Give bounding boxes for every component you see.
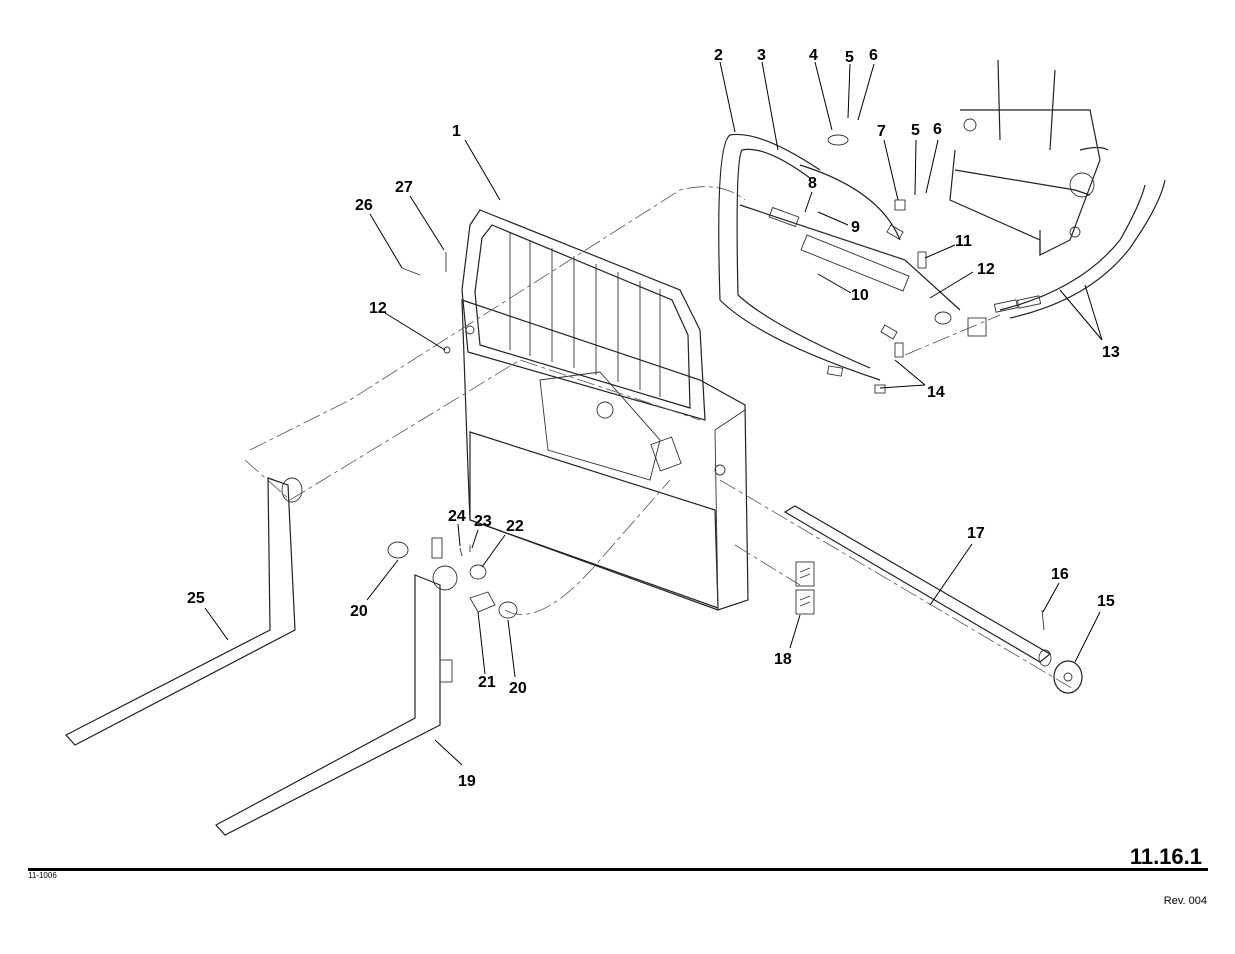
callout-26: 26	[355, 197, 373, 214]
callout-6a: 6	[869, 47, 878, 64]
callout-4: 4	[809, 47, 818, 64]
revision-label: Rev. 004	[1163, 895, 1207, 907]
callout-19: 19	[458, 773, 476, 790]
callout-25: 25	[187, 590, 205, 607]
callout-18: 18	[774, 651, 792, 668]
callout-20b: 20	[509, 680, 527, 697]
hydraulic-circuit	[719, 134, 986, 393]
footer-rule	[28, 868, 1208, 871]
carriage-frame	[462, 210, 748, 610]
callout-8: 8	[808, 175, 817, 192]
callout-24: 24	[448, 508, 466, 525]
forks	[66, 478, 457, 835]
callout-21: 21	[478, 674, 496, 691]
callout-10: 10	[851, 287, 869, 304]
callout-2: 2	[714, 47, 723, 64]
callout-5b: 5	[911, 122, 920, 139]
callout-17: 17	[967, 525, 985, 542]
callout-20a: 20	[350, 603, 368, 620]
boom-head	[950, 60, 1108, 255]
callout-numbers	[187, 47, 1120, 790]
callout-5a: 5	[845, 49, 854, 66]
callout-27: 27	[395, 179, 413, 196]
leader-lines	[205, 62, 1102, 765]
callout-14: 14	[927, 384, 945, 401]
callout-1: 1	[452, 123, 461, 140]
callout-13: 13	[1102, 344, 1120, 361]
fork-pivot-parts	[388, 538, 517, 618]
callout-12a: 12	[977, 261, 995, 278]
phantom-outline-lower	[245, 360, 700, 500]
callout-11: 11	[955, 233, 972, 250]
callout-6b: 6	[933, 121, 942, 138]
page-number: 11.16.1	[1129, 844, 1202, 869]
callout-3: 3	[757, 47, 766, 64]
callout-16: 16	[1051, 566, 1069, 583]
callout-15: 15	[1097, 593, 1115, 610]
phantom-outline-fork	[505, 480, 670, 614]
callout-9: 9	[851, 219, 860, 236]
hydraulic-hoses	[994, 180, 1165, 318]
callout-7: 7	[877, 123, 886, 140]
drawing-id: 11-1006	[28, 871, 57, 880]
callout-22: 22	[506, 518, 524, 535]
decal-set	[796, 562, 814, 614]
callout-23: 23	[474, 513, 492, 530]
callout-12b: 12	[369, 300, 387, 317]
